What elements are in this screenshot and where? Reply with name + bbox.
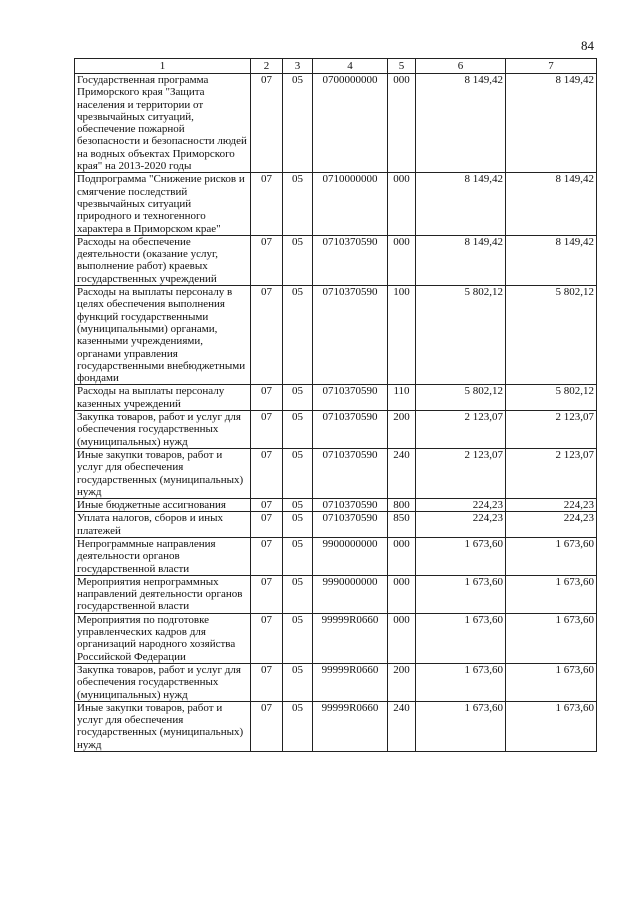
expense-type-code: 000 <box>388 74 416 173</box>
target-article-code: 0710370590 <box>313 512 388 538</box>
table-row <box>75 499 597 512</box>
subsection-code: 05 <box>283 701 313 751</box>
target-article-code: 0710370590 <box>313 235 388 285</box>
section-code: 07 <box>251 286 283 385</box>
target-article-code: 99999R0660 <box>313 701 388 751</box>
target-article-code: 0710370590 <box>313 286 388 385</box>
section-code: 07 <box>251 537 283 575</box>
amount-col-6: 1 673,60 <box>416 613 506 663</box>
subsection-code: 05 <box>283 499 313 512</box>
subsection-code: 05 <box>283 448 313 498</box>
table-row <box>75 663 597 701</box>
section-code: 07 <box>251 701 283 751</box>
section-code: 07 <box>251 663 283 701</box>
table-row <box>75 286 597 385</box>
subsection-code: 05 <box>283 575 313 613</box>
column-header: 6 <box>416 59 506 74</box>
item-name: Государственная программа Приморского края "Защита населения и территории от чрезвычайных ситуаций, обеспечение пожарной безопасности и безопасности людей на водных объектах Приморского края" на 2013-2020 годы <box>75 74 251 173</box>
amount-col-6: 224,23 <box>416 499 506 512</box>
item-name: Иные закупки товаров, работ и услуг для обеспечения государственных (муниципальных) нужд <box>75 701 251 751</box>
amount-col-6: 2 123,07 <box>416 411 506 449</box>
amount-col-7: 5 802,12 <box>506 385 597 411</box>
amount-col-6: 2 123,07 <box>416 448 506 498</box>
item-name: Мероприятия по подготовке управленческих кадров для организаций народного хозяйства Российской Федерации <box>75 613 251 663</box>
amount-col-7: 5 802,12 <box>506 286 597 385</box>
amount-col-7: 1 673,60 <box>506 537 597 575</box>
subsection-code: 05 <box>283 663 313 701</box>
section-code: 07 <box>251 448 283 498</box>
target-article-code: 0710370590 <box>313 411 388 449</box>
amount-col-7: 224,23 <box>506 499 597 512</box>
expense-type-code: 110 <box>388 385 416 411</box>
amount-col-6: 5 802,12 <box>416 385 506 411</box>
target-article-code: 9990000000 <box>313 575 388 613</box>
subsection-code: 05 <box>283 512 313 538</box>
subsection-code: 05 <box>283 411 313 449</box>
target-article-code: 0710370590 <box>313 499 388 512</box>
target-article-code: 99999R0660 <box>313 663 388 701</box>
item-name: Расходы на выплаты персоналу в целях обеспечения выполнения функций государственными (муниципальными) органами, казенными учреждениями, органами управления государственными внебюджетными фондами <box>75 286 251 385</box>
subsection-code: 05 <box>283 235 313 285</box>
section-code: 07 <box>251 512 283 538</box>
expense-type-code: 200 <box>388 411 416 449</box>
item-name: Иные закупки товаров, работ и услуг для обеспечения государственных (муниципальных) нужд <box>75 448 251 498</box>
table-row <box>75 235 597 285</box>
table-row <box>75 411 597 449</box>
target-article-code: 0710000000 <box>313 173 388 235</box>
item-name: Закупка товаров, работ и услуг для обеспечения государственных (муниципальных) нужд <box>75 411 251 449</box>
amount-col-6: 1 673,60 <box>416 663 506 701</box>
amount-col-7: 1 673,60 <box>506 701 597 751</box>
expense-type-code: 240 <box>388 448 416 498</box>
amount-col-7: 1 673,60 <box>506 575 597 613</box>
expense-type-code: 000 <box>388 575 416 613</box>
section-code: 07 <box>251 385 283 411</box>
amount-col-6: 1 673,60 <box>416 537 506 575</box>
amount-col-6: 8 149,42 <box>416 74 506 173</box>
subsection-code: 05 <box>283 74 313 173</box>
subsection-code: 05 <box>283 613 313 663</box>
target-article-code: 0710370590 <box>313 385 388 411</box>
amount-col-6: 224,23 <box>416 512 506 538</box>
column-header: 3 <box>283 59 313 74</box>
expense-type-code: 850 <box>388 512 416 538</box>
expense-type-code: 100 <box>388 286 416 385</box>
expense-type-code: 000 <box>388 173 416 235</box>
table-row <box>75 173 597 235</box>
expense-type-code: 200 <box>388 663 416 701</box>
amount-col-7: 2 123,07 <box>506 448 597 498</box>
target-article-code: 0700000000 <box>313 74 388 173</box>
table-row <box>75 575 597 613</box>
section-code: 07 <box>251 499 283 512</box>
amount-col-7: 1 673,60 <box>506 613 597 663</box>
item-name: Закупка товаров, работ и услуг для обеспечения государственных (муниципальных) нужд <box>75 663 251 701</box>
amount-col-6: 8 149,42 <box>416 235 506 285</box>
amount-col-6: 5 802,12 <box>416 286 506 385</box>
subsection-code: 05 <box>283 286 313 385</box>
table-body <box>75 74 597 752</box>
header-row <box>75 59 597 74</box>
amount-col-6: 1 673,60 <box>416 575 506 613</box>
column-header: 4 <box>313 59 388 74</box>
table-row <box>75 613 597 663</box>
amount-col-6: 1 673,60 <box>416 701 506 751</box>
subsection-code: 05 <box>283 537 313 575</box>
section-code: 07 <box>251 575 283 613</box>
item-name: Уплата налогов, сборов и иных платежей <box>75 512 251 538</box>
item-name: Подпрограмма "Снижение рисков и смягчение последствий чрезвычайных ситуаций природного и техногенного характера в Приморском крае" <box>75 173 251 235</box>
page-number: 84 <box>581 38 594 53</box>
column-header: 7 <box>506 59 597 74</box>
target-article-code: 99999R0660 <box>313 613 388 663</box>
section-code: 07 <box>251 173 283 235</box>
expense-type-code: 800 <box>388 499 416 512</box>
budget-table <box>74 58 597 752</box>
target-article-code: 0710370590 <box>313 448 388 498</box>
item-name: Расходы на выплаты персоналу казенных учреждений <box>75 385 251 411</box>
table-row <box>75 701 597 751</box>
column-header: 2 <box>251 59 283 74</box>
amount-col-7: 8 149,42 <box>506 235 597 285</box>
subsection-code: 05 <box>283 173 313 235</box>
section-code: 07 <box>251 74 283 173</box>
table-row <box>75 512 597 538</box>
table-row <box>75 74 597 173</box>
amount-col-7: 224,23 <box>506 512 597 538</box>
item-name: Мероприятия непрограммных направлений деятельности органов государственной власти <box>75 575 251 613</box>
target-article-code: 9900000000 <box>313 537 388 575</box>
amount-col-7: 1 673,60 <box>506 663 597 701</box>
section-code: 07 <box>251 613 283 663</box>
amount-col-7: 8 149,42 <box>506 173 597 235</box>
expense-type-code: 240 <box>388 701 416 751</box>
expense-type-code: 000 <box>388 235 416 285</box>
item-name: Иные бюджетные ассигнования <box>75 499 251 512</box>
item-name: Непрограммные направления деятельности органов государственной власти <box>75 537 251 575</box>
table-row <box>75 448 597 498</box>
amount-col-7: 8 149,42 <box>506 74 597 173</box>
amount-col-6: 8 149,42 <box>416 173 506 235</box>
item-name: Расходы на обеспечение деятельности (оказание услуг, выполнение работ) краевых государственных учреждений <box>75 235 251 285</box>
column-header: 1 <box>75 59 251 74</box>
subsection-code: 05 <box>283 385 313 411</box>
expense-type-code: 000 <box>388 537 416 575</box>
table-row <box>75 537 597 575</box>
expense-type-code: 000 <box>388 613 416 663</box>
section-code: 07 <box>251 411 283 449</box>
column-header: 5 <box>388 59 416 74</box>
table-row <box>75 385 597 411</box>
amount-col-7: 2 123,07 <box>506 411 597 449</box>
section-code: 07 <box>251 235 283 285</box>
